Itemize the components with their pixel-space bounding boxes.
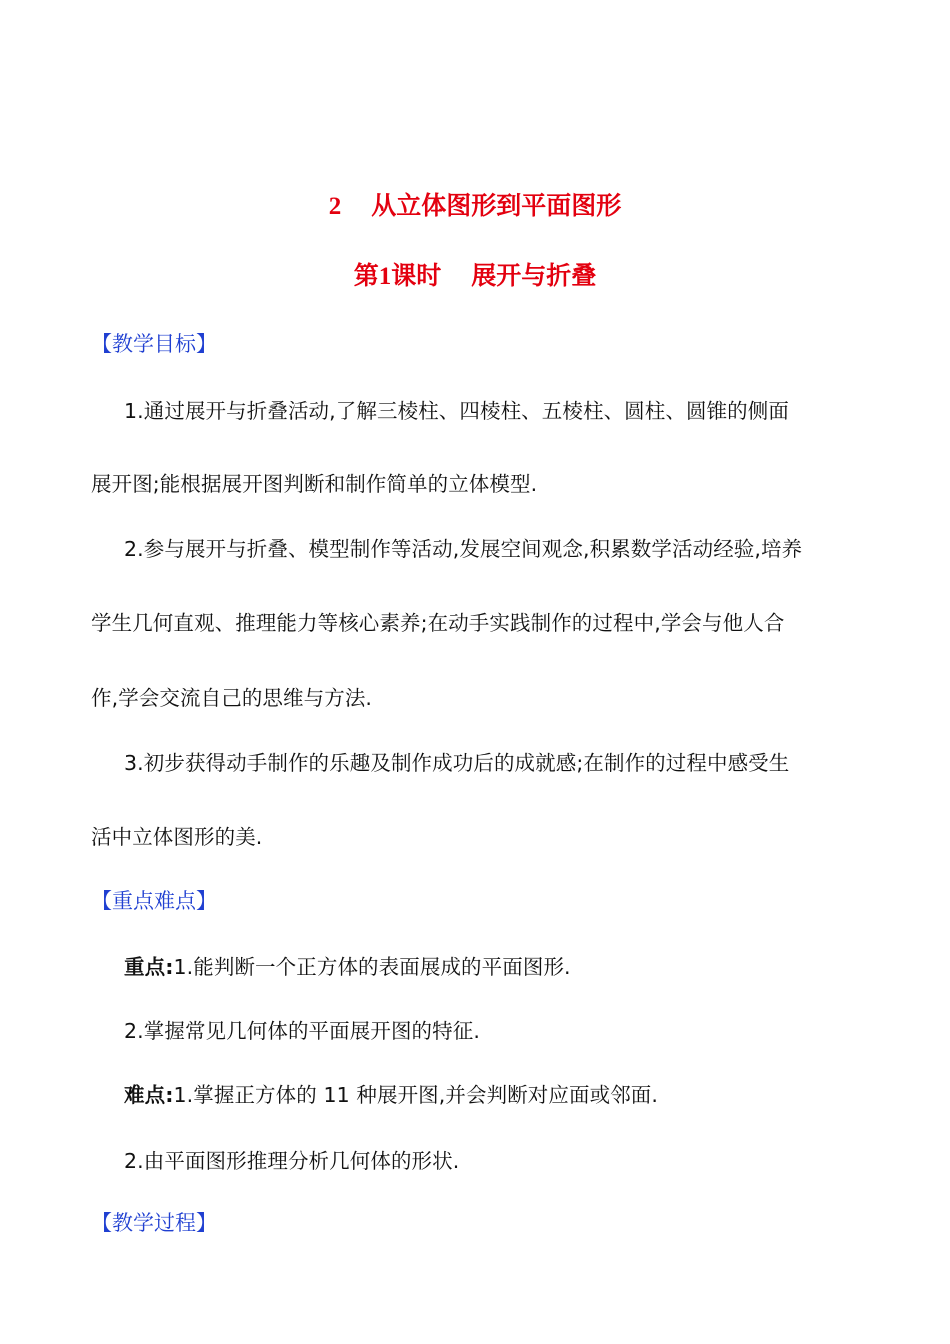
key-point-1 xyxy=(124,950,571,980)
goal-3-line-2: 活中立体图形的美. xyxy=(91,825,263,849)
difficult-point-1 xyxy=(124,1078,658,1108)
chapter-number: 2 xyxy=(328,193,342,220)
difficult-label: 难点: xyxy=(124,1083,174,1107)
goals-heading: 【教学目标】 xyxy=(91,332,217,356)
goal-2-line-2: 学生几何直观、推理能力等核心素养;在动手实践制作的过程中,学会与他人合 xyxy=(91,611,785,635)
lesson-prefix: 第 xyxy=(353,261,379,290)
chapter-title-text: 从立体图形到平面图形 xyxy=(371,191,622,220)
lesson-title-text: 展开与折叠 xyxy=(471,261,597,290)
goal-3-line-1: 3.初步获得动手制作的乐趣及制作成功后的成就感;在制作的过程中感受生 xyxy=(124,751,790,775)
lesson-suffix: 课时 xyxy=(391,261,442,290)
chapter-title xyxy=(0,186,950,222)
key-label: 重点: xyxy=(124,955,174,979)
goal-1-line-2: 展开图;能根据展开图判断和制作简单的立体模型. xyxy=(91,472,538,496)
lesson-title xyxy=(0,256,950,292)
process-heading: 【教学过程】 xyxy=(91,1211,217,1235)
key-item-1: 1.能判断一个正方体的表面展成的平面图形. xyxy=(173,955,571,979)
goal-2-line-3: 作,学会交流自己的思维与方法. xyxy=(91,686,373,710)
key-points-heading: 【重点难点】 xyxy=(91,889,217,913)
goal-2-line-1: 2.参与展开与折叠、模型制作等活动,发展空间观念,积累数学活动经验,培养 xyxy=(124,537,803,561)
goal-1-line-1: 1.通过展开与折叠活动,了解三棱柱、四棱柱、五棱柱、圆柱、圆锥的侧面 xyxy=(124,399,789,423)
difficult-item-1: 1.掌握正方体的 11 种展开图,并会判断对应面或邻面. xyxy=(173,1083,659,1107)
difficult-point-2: 2.由平面图形推理分析几何体的形状. xyxy=(124,1149,460,1173)
lesson-number: 1 xyxy=(378,263,392,290)
key-point-2: 2.掌握常见几何体的平面展开图的特征. xyxy=(124,1019,480,1043)
